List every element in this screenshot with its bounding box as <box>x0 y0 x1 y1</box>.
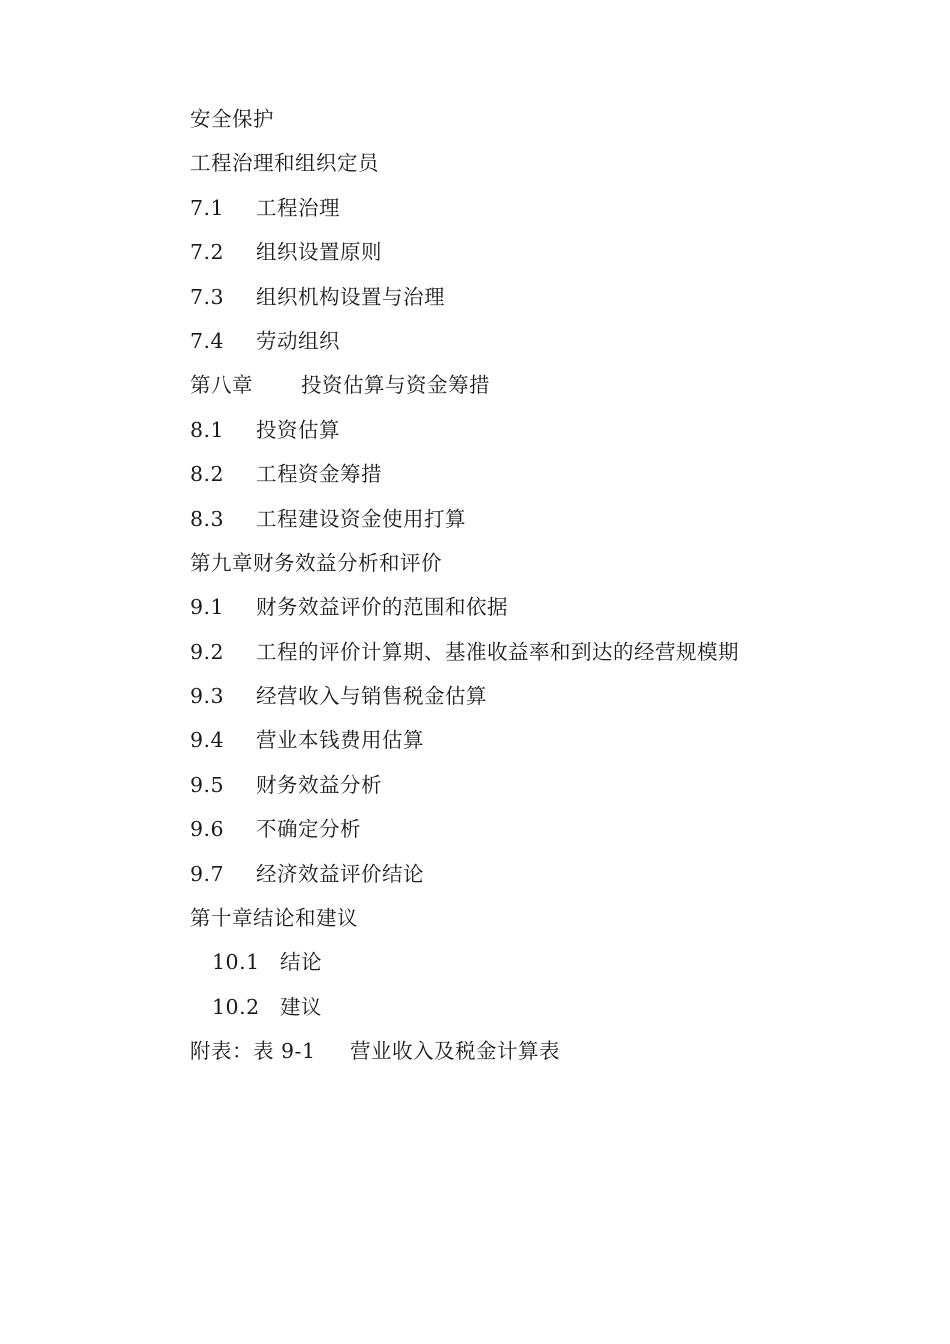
toc-entry-title: 建议 <box>280 994 322 1019</box>
toc-entry <box>190 502 890 546</box>
toc-entry <box>190 945 890 989</box>
appendix-label: 附表：表 9-1 <box>190 1039 316 1064</box>
toc-entry <box>190 768 890 812</box>
toc-entry <box>190 235 890 279</box>
toc-entry-number: 10.2 <box>212 994 260 1019</box>
toc-entry <box>190 413 890 457</box>
toc-entry <box>190 857 890 901</box>
toc-chapter <box>190 546 890 590</box>
toc-entry-title: 组织设置原则 <box>256 240 382 265</box>
toc-entry-title: 工程治理 <box>256 195 340 220</box>
toc-entry-number: 10.1 <box>212 950 260 975</box>
toc-entry-number: 7.3 <box>190 284 225 309</box>
toc-entry-title: 投资估算 <box>256 417 340 442</box>
toc-chapter <box>190 901 890 945</box>
toc-entry-title: 不确定分析 <box>256 817 361 842</box>
toc-entry <box>190 191 890 235</box>
toc-entry <box>190 102 890 146</box>
toc-entry <box>190 146 890 190</box>
toc-entry <box>190 990 890 1034</box>
toc-entry <box>190 635 890 679</box>
toc-entry-title: 财务效益评价的范围和依据 <box>256 595 508 620</box>
toc-entry-number: 7.2 <box>190 240 225 265</box>
toc-chapter <box>190 368 890 412</box>
toc-entry-number: 9.4 <box>190 728 225 753</box>
toc-entry-title: 工程治理和组织定员 <box>190 151 379 176</box>
toc-chapter-title: 第十章结论和建议 <box>190 906 358 931</box>
toc-entry <box>190 723 890 767</box>
toc-entry-title: 经营收入与销售税金估算 <box>256 684 487 709</box>
toc-entry-title: 工程资金筹措 <box>256 462 382 487</box>
toc-entry <box>190 590 890 634</box>
toc-entry-number: 7.1 <box>190 195 225 220</box>
toc-entry-number: 9.6 <box>190 817 225 842</box>
toc-entry-number: 9.7 <box>190 861 225 886</box>
toc-entry-title: 财务效益分析 <box>256 772 382 797</box>
toc-entry-title: 工程的评价计算期、基准收益率和到达的经营规模期 <box>256 639 739 664</box>
toc-chapter-title: 投资估算与资金筹措 <box>301 373 490 398</box>
toc-entry-number: 8.1 <box>190 417 225 442</box>
toc-entry-number: 9.5 <box>190 772 225 797</box>
toc-appendix <box>190 1034 890 1078</box>
toc-entry <box>190 457 890 501</box>
toc-entry-number: 9.2 <box>190 639 225 664</box>
toc-entry-title: 组织机构设置与治理 <box>256 284 445 309</box>
toc-entry-number: 8.2 <box>190 462 225 487</box>
toc-entry <box>190 324 890 368</box>
toc-entry-number: 9.3 <box>190 684 225 709</box>
toc-entry <box>190 679 890 723</box>
toc-entry <box>190 280 890 324</box>
toc-entry <box>190 812 890 856</box>
toc-entry-title: 安全保护 <box>190 107 274 131</box>
appendix-title: 营业收入及税金计算表 <box>350 1039 560 1064</box>
toc-entry-title: 劳动组织 <box>256 328 340 353</box>
toc-chapter-title: 第九章财务效益分析和评价 <box>190 550 442 575</box>
table-of-contents <box>190 102 890 1079</box>
toc-entry-title: 营业本钱费用估算 <box>256 728 424 753</box>
toc-chapter-label: 第八章 <box>190 373 253 398</box>
toc-entry-title: 经济效益评价结论 <box>256 861 424 886</box>
toc-entry-title: 结论 <box>280 950 322 975</box>
toc-entry-number: 8.3 <box>190 506 225 531</box>
toc-entry-number: 7.4 <box>190 328 225 353</box>
toc-entry-number: 9.1 <box>190 595 225 620</box>
toc-entry-title: 工程建设资金使用打算 <box>256 506 466 531</box>
